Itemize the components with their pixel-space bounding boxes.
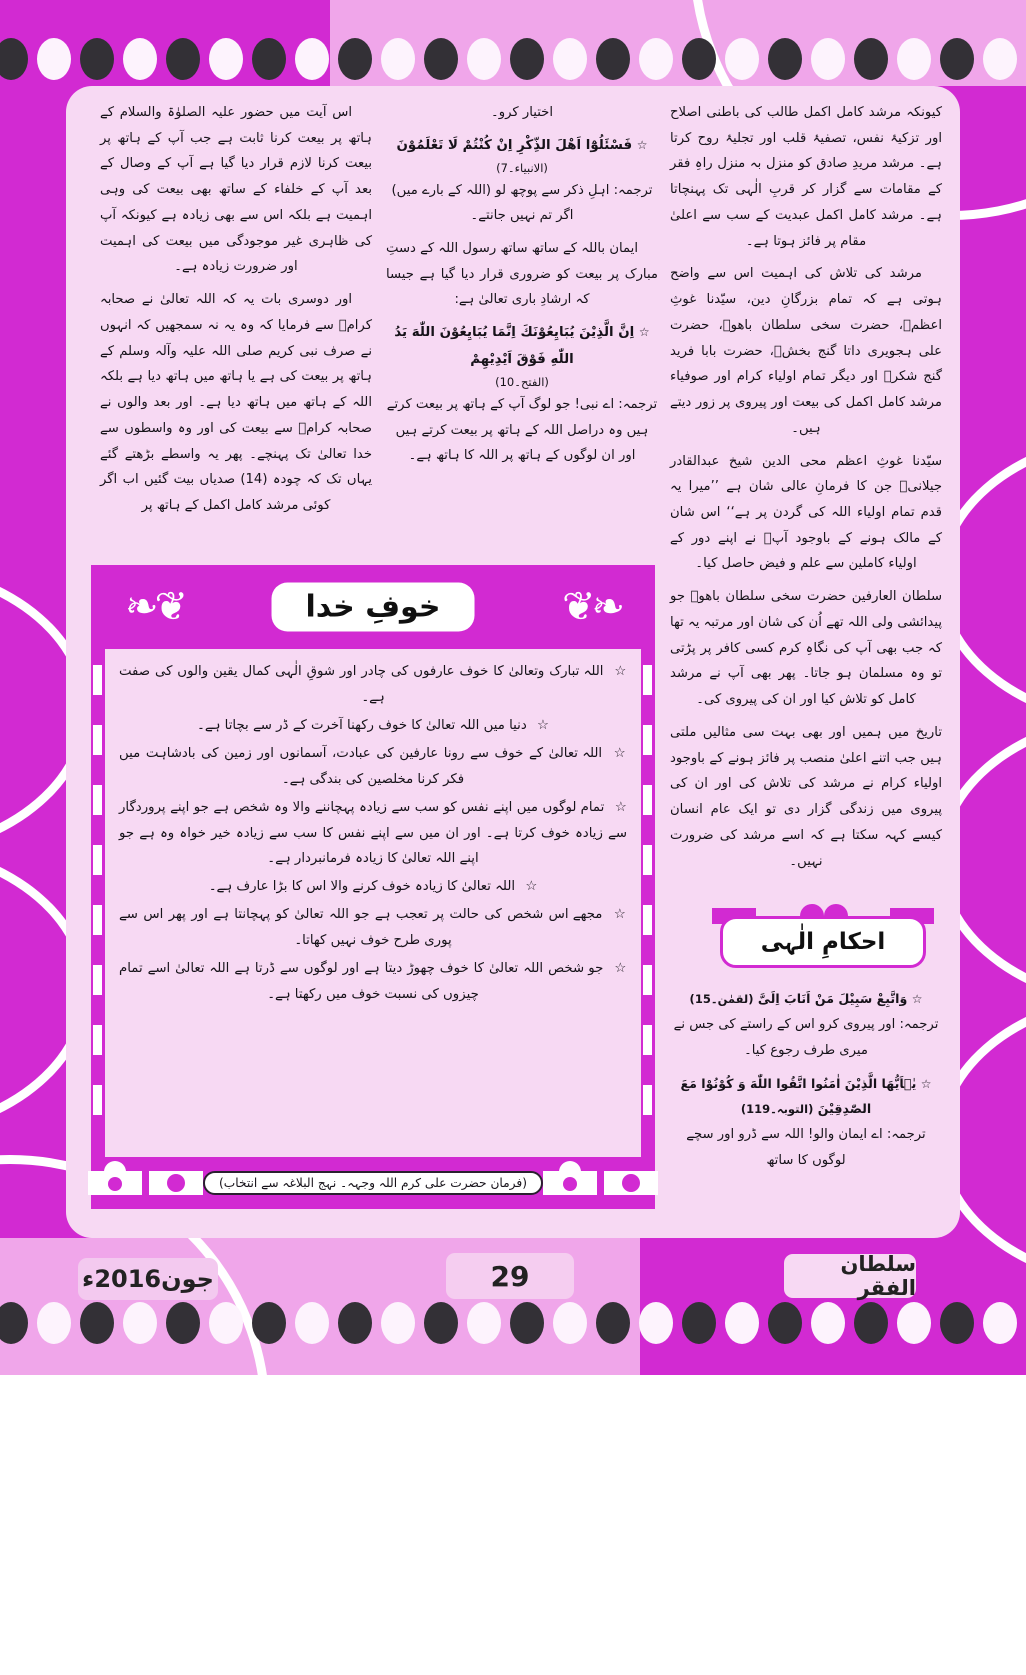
tick xyxy=(93,905,102,935)
paragraph-intro: اختیار کرو۔ xyxy=(490,105,553,120)
paragraph: تاریخ میں ہمیں اور بھی بہت سی مثالیں ملتی ہیں جب اتنے اعلیٰ منصب پر فائز ہونے کے باوجود اولیاء کرام نے مرشد کی تلاش کی اور ان کی پیروی میں زندگی گزار دی تو ایک عام انسان کیسے کہہ سکتا ہے کہ اسے مرشد کی ضرورت نہیں۔ xyxy=(670,724,942,869)
verse-citation: (التوبہ۔119) xyxy=(740,1101,814,1116)
paragraph: اور دوسری بات یہ کہ اللہ تعالیٰ نے صحابہ کرامؓ سے فرمایا کہ وہ یہ نہ سمجھیں کہ انہوں نے صرف نبی کریم صلی اللہ علیہ وآلہ وسلم کے ہاتھ پر بیعت کی ہے یا ہاتھ میں ہاتھ دیا ہے بلکہ اللہ کے ہاتھ میں ہاتھ دیا ہے۔ اور بعد والوں نے صحابہ کرامؓ سے بیعت کی اور وہ واسطوں سے خدا تعالیٰ تک پہنچے۔ پھر یہ واسطے بڑھتے گئے یہاں تک کہ چودہ (14) صدیاں بیت گئیں اب اگر کوئی مرشد کامل اکمل کے ہاتھ پر xyxy=(100,292,372,514)
list-item xyxy=(119,713,627,739)
ahkam-entries xyxy=(670,984,942,1181)
tick xyxy=(643,845,652,875)
panel-body xyxy=(105,649,641,1157)
paragraph: کیونکہ مرشد کامل اکمل طالب کی باطنی اصلاح اور تزکیۂ نفس، تصفیۂ قلب اور تجلیۂ روح کرتا ہے۔ مرشد مریدِ صادق کو منزل بہ منزل راہِ فقر کے مقامات سے گزار کر قربِ الٰہی تک پہنچاتا ہے۔ مرشد کامل اکمل عبدیت کے سب سے اعلیٰ مقام پر فائز ہوتا ہے۔ xyxy=(670,105,942,249)
tick xyxy=(93,965,102,995)
tick xyxy=(93,1025,102,1055)
star-bullet-icon: ☆ xyxy=(636,137,648,152)
tick xyxy=(643,665,652,695)
panel-title: خوفِ خدا xyxy=(272,583,475,632)
star-bullet-icon: ☆ xyxy=(613,745,628,761)
magazine-logo-chip: سلطان الفقر xyxy=(784,1254,916,1298)
verse-citation: (الانبیاء۔7) xyxy=(496,160,548,175)
column-middle xyxy=(386,100,658,476)
tick xyxy=(93,845,102,875)
article-page xyxy=(66,86,960,1238)
quran-verse xyxy=(386,133,658,160)
ornament-block-icon xyxy=(149,1171,203,1195)
list-item xyxy=(119,956,627,1008)
tick xyxy=(93,785,102,815)
panel-tick-rail-left xyxy=(91,649,105,1157)
ornament-dome-icon xyxy=(88,1171,142,1195)
star-bullet-icon: ☆ xyxy=(525,879,538,895)
list-item-text: اللہ تعالیٰ کا زیادہ خوف کرنے والا اس کا بڑا عارف ہے۔ xyxy=(208,879,516,895)
column-left xyxy=(100,100,372,526)
tick xyxy=(643,785,652,815)
star-bullet-icon: ☆ xyxy=(638,325,650,340)
verse-arabic-text: یٰۤاَیُّهَا الَّذِیْنَ اٰمَنُوا اتَّقُوا اللّٰهَ وَ كُوْنُوْا مَعَ الصّٰدِقِیْنَ xyxy=(680,1075,917,1116)
list-item xyxy=(119,902,627,954)
tick xyxy=(643,1085,652,1115)
quran-verse xyxy=(670,986,942,1011)
verse-translation: ترجمہ: اے ایمان والو! اللہ سے ڈرو اور سچے لوگوں کا ساتھ xyxy=(686,1127,926,1168)
ornament-left-icon: ❦❧ xyxy=(125,584,185,630)
column-right xyxy=(670,100,942,881)
panel-tick-rail-right xyxy=(641,649,655,1157)
paragraph: اس آیت میں حضور علیہ الصلوٰۃ والسلام کے ہاتھ پر بیعت کرنا ثابت ہے جب آپ کے ہاتھ پر بیعت کرنا لازم قرار دیا گیا ہے آپ کے وصال کے بعد آپ کے خلفاء کے ساتھ بھی بیعت کی وہی اہمیت ہے بلکہ اس سے بھی زیادہ ہے کیونکہ آپ کی ظاہری غیر موجودگی میں بیعت کی اہمیت اور ضرورت زیادہ ہے۔ xyxy=(100,105,372,275)
paragraph: ایمان باللہ کے ساتھ ساتھ رسول اللہ کے دستِ مبارک پر بیعت کو ضروری قرار دیا گیا ہے جیسا کہ ارشادِ باری تعالیٰ ہے: xyxy=(386,241,658,308)
quran-verse xyxy=(386,320,658,374)
tick xyxy=(643,725,652,755)
ornament-right-icon: ❧❦ xyxy=(561,584,621,630)
page-number-chip: 29 xyxy=(446,1253,574,1299)
star-bullet-icon: ☆ xyxy=(920,1076,932,1091)
star-bullet-icon: ☆ xyxy=(911,992,923,1006)
footer-ornament-right xyxy=(88,1171,203,1195)
tick xyxy=(643,965,652,995)
list-item-text: تمام لوگوں میں اپنے نفس کو سب سے زیادہ پہچاننے والا وہ شخص ہے جو اپنے پروردگار سے زیادہ خوف کرتا ہے۔ اور ان میں سے اپنے نفس کا سب سے زیادہ خیر خواہ وہ ہے جو اپنے اللہ تعالیٰ کا زیادہ فرمانبردار ہے۔ xyxy=(119,799,627,867)
panel-attribution: (فرمان حضرت علی کرم اللہ وجہہ۔ نہج البلاغہ سے انتخاب) xyxy=(203,1171,543,1195)
tick xyxy=(93,1085,102,1115)
star-bullet-icon: ☆ xyxy=(537,717,549,733)
verse-citation: (الفتح۔10) xyxy=(495,374,549,389)
panel-footer xyxy=(91,1157,655,1209)
verse-arabic-text: فَسْئَلُوْٓا اَهْلَ الذِّكْرِ اِنْ كُنْتُمْ لَا تَعْلَمُوْنَ xyxy=(396,137,633,153)
list-item-text: دنیا میں اللہ تعالیٰ کا خوف رکھنا آخرت کے ڈر سے بچاتا ہے۔ xyxy=(197,717,527,733)
khauf-e-khuda-panel xyxy=(88,562,658,1212)
list-item-text: اللہ تبارک وتعالیٰ کا خوف عارفوں کی چادر اور شوقِ الٰہی کمال یقین والوں کی صفت ہے۔ xyxy=(119,664,604,705)
tick xyxy=(643,1025,652,1055)
list-item-text: جو شخص اللہ تعالیٰ کا خوف چھوڑ دیتا ہے اور لوگوں سے ڈرتا ہے اللہ تعالیٰ اسے تمام چیزوں کی نسبت خوف میں رکھتا ہے۔ xyxy=(119,961,604,1003)
panel-header xyxy=(91,565,655,649)
footer-ornament-left xyxy=(543,1171,658,1195)
star-bullet-icon: ☆ xyxy=(614,799,628,815)
verse-arabic-text: وَاتَّبِعْ سَبِیْلَ مَنْ اَنَابَ اِلَیَّ xyxy=(757,991,908,1006)
verse-citation: (لقمٰن۔15) xyxy=(689,992,754,1006)
issue-date-chip: جون2016ء xyxy=(78,1258,218,1300)
paragraph: سیّدنا غوثِ اعظم محی الدین شیخ عبدالقادر جیلانیؒ جن کا فرمانِ عالی شان ہے ’’میرا یہ قدم تمام اولیاء اللہ کی گردن پر ہے‘‘ اس شان کے مالک ہونے کے باوجود آپؒ نے اپنے دور کے اولیاء کاملین سے علم و فیض حاصل کیا۔ xyxy=(670,453,942,572)
quran-verse xyxy=(670,1071,942,1121)
star-bullet-icon: ☆ xyxy=(614,664,628,679)
list-item-text: مجھے اس شخص کی حالت پر تعجب ہے جو اللہ تعالیٰ کو پہچانتا ہے اور پھر اس سے پوری طرح خوف نہیں کھاتا۔ xyxy=(119,907,603,949)
ornament-block-icon xyxy=(604,1171,658,1195)
khauf-bullet-list xyxy=(119,659,627,1008)
list-item xyxy=(119,795,627,873)
list-item xyxy=(119,874,627,900)
verse-translation: ترجمہ: اور پیروی کرو اس کے راستے کی جس نے میری طرف رجوع کیا۔ xyxy=(673,1017,939,1058)
verse-arabic-text: اِنَّ الَّذِیْنَ یُبَایِعُوْنَكَ اِنَّمَا یُبَایِعُوْنَ اللّٰهَ یَدُ اللّٰهِ فَوْقَ اَیْدِیْهِمْ xyxy=(394,325,635,368)
tick xyxy=(93,665,102,695)
ahkam-title: احکامِ الٰہی xyxy=(720,916,926,968)
ahkam-e-ilahi-header xyxy=(708,908,938,970)
list-item-text: اللہ تعالیٰ کے خوف سے رونا عارفین کی عبادت، آسمانوں اور زمین کی بادشاہت میں فکر کرنا مخلصین کی بندگی ہے۔ xyxy=(119,745,603,787)
paragraph: مرشد کی تلاش کی اہمیت اس سے واضح ہوتی ہے کہ تمام بزرگانِ دین، سیّدنا غوثِ اعظمؒ، حضرت سخی سلطان باھوؒ، حضرت علی ہجویری داتا گنج بخشؒ، حضرت بابا فرید گنج شکرؒ اور دیگر تمام اولیاء کرام اور صوفیاء مرشد کامل اکمل کی بیعت اور پیروی پر زور دیتے ہیں۔ xyxy=(670,266,942,436)
verse-translation: ترجمہ: اہلِ ذکر سے پوچھ لو (اللہ کے بارے میں) اگر تم نہیں جانتے۔ xyxy=(391,182,653,224)
star-bullet-icon: ☆ xyxy=(614,961,627,977)
list-item xyxy=(119,659,627,711)
tick xyxy=(93,725,102,755)
verse-translation: ترجمہ: اے نبی! جو لوگ آپ کے ہاتھ پر بیعت کرتے ہیں وہ دراصل اللہ کے ہاتھ پر بیعت کرتے ہیں اور ان لوگوں کے ہاتھ پر اللہ کا ہاتھ ہے۔ xyxy=(386,396,658,464)
star-bullet-icon: ☆ xyxy=(613,907,628,923)
tick xyxy=(643,905,652,935)
list-item xyxy=(119,741,627,793)
paragraph: سلطان العارفین حضرت سخی سلطان باھوؒ جو پیدائشی ولی اللہ تھے اُن کی شان اور مرتبہ یہ تھا کہ جب بھی آپ کی نگاہِ کرم کسی کافر پر پڑتی تو وہ مسلمان ہو جاتا۔ پھر بھی آپ نے مرشد کامل کو تلاش کیا اور ان کی پیروی کی۔ xyxy=(670,589,942,708)
ornament-dome-icon xyxy=(543,1171,597,1195)
